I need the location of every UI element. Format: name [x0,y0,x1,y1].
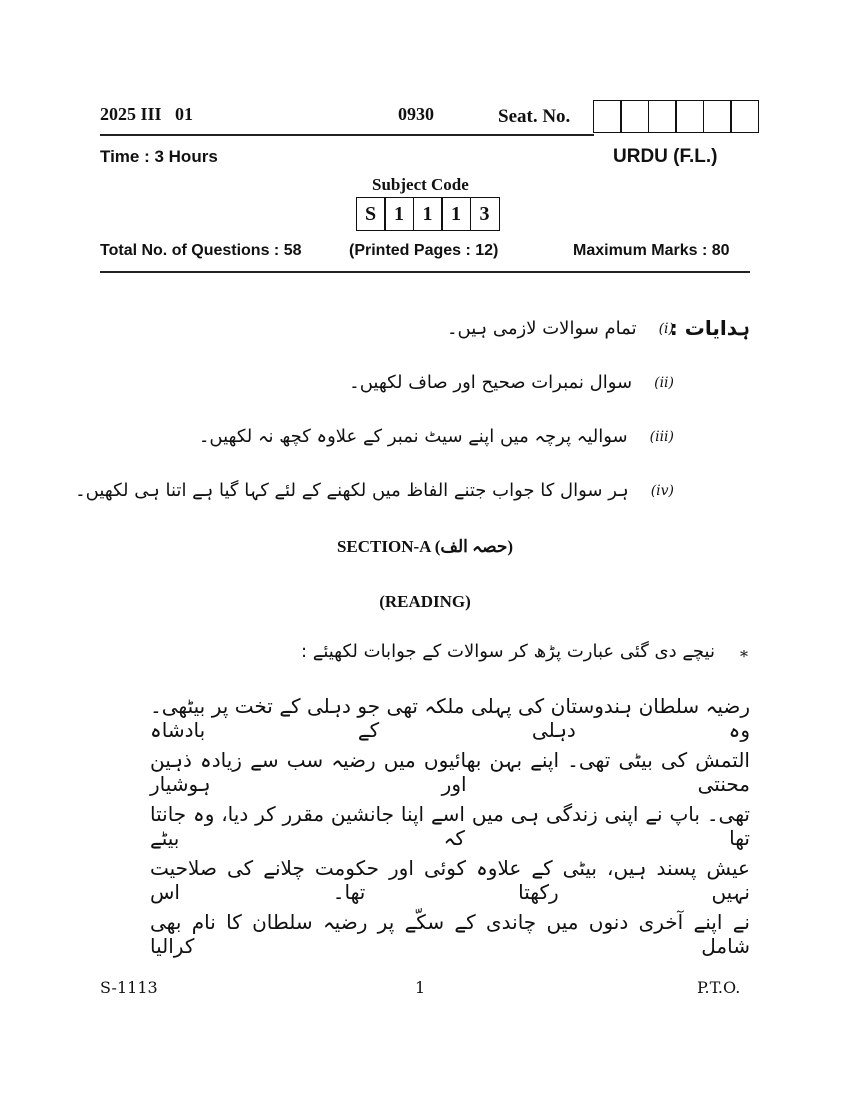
instruction-item [349,372,674,393]
section-title: SECTION-A (حصہ الف) [336,537,514,556]
instruction-text: تمام سوالات لازمی ہیں۔ [446,318,637,339]
seat-number-boxes [594,100,759,133]
seat-number-label: Seat. No. [498,106,571,127]
instruction-text: سوالیہ پرچہ میں اپنے سیٹ نمبر کے علاوہ کچھ نہ لکھیں۔ [198,426,628,447]
instructions-title: ہدایات : [669,316,750,340]
time-code: 0930 [398,104,434,124]
passage-line: تھی۔ باپ نے اپنی زندگی ہی میں اسے اپنا جانشین مقرر کر دیا، وہ جانتا تھا کہ بیٹے [150,802,750,850]
instruction-item [199,426,674,447]
instruction-number: (iv) [650,482,674,499]
exam-code: 2025 III 01 [100,104,194,124]
subject-code-char: 3 [470,197,500,231]
section-subtitle: (READING) [379,592,471,611]
seat-box [648,100,677,133]
passage-line: نے اپنے آخری دنوں میں چاندی کے سکّے پر رضیہ سلطان کا نام بھی شامل کرالیا [150,910,750,958]
instruction-text: سوال نمبرات صحیح اور صاف لکھیں۔ [349,372,633,393]
seat-box [593,100,622,133]
passage-line: التمش کی بیٹی تھی۔ اپنے بہن بھائیوں میں رضیہ سب سے زیادہ ذہین محنتی اور ہوشیار [150,748,750,796]
maximum-marks: Maximum Marks : 80 [573,242,730,259]
seat-box [620,100,649,133]
subject-code-boxes [357,197,500,231]
instruction-item [75,480,674,501]
paper-code-footer: S-1113 [100,978,158,997]
passage-instruction: نیچے دی گئی عبارت پڑھ کر سوالات کے جوابات لکھیئے : [300,641,715,662]
page-number: 1 [415,978,426,997]
instruction-number: (iii) [649,428,674,445]
subject-code-title: Subject Code [372,175,469,194]
question-marker: * [740,647,748,666]
printed-pages: (Printed Pages : 12) [349,242,499,259]
subject-code-char: S [356,197,386,231]
instruction-number: (ii) [654,374,674,391]
header-bottom-rule [100,271,750,273]
subject-code-char: 1 [441,197,471,231]
seat-box [703,100,732,133]
header-rule [100,134,594,136]
please-turn-over: P.T.O. [697,978,741,997]
instruction-number: (i) [658,320,674,337]
seat-box [730,100,759,133]
seat-box [675,100,704,133]
total-questions: Total No. of Questions : 58 [100,242,302,259]
instruction-text: ہر سوال کا جواب جتنے الفاظ میں لکھنے کے لئے کہا گیا ہے اتنا ہی لکھیں۔ [75,480,629,501]
instruction-item [447,318,674,339]
passage-line: رضیہ سلطان ہندوستان کی پہلی ملکہ تھی جو دہلی کے تخت پر بیٹھی۔ وہ دہلی کے بادشاہ [150,694,750,742]
time-duration: Time : 3 Hours [100,147,218,166]
subject-code-char: 1 [413,197,443,231]
subject-name: URDU (F.L.) [613,146,718,167]
subject-code-char: 1 [384,197,414,231]
passage-line: عیش پسند ہیں، بیٹی کے علاوہ کوئی اور حکومت چلانے کی صلاحیت نہیں رکھتا تھا۔ اس [150,856,750,904]
